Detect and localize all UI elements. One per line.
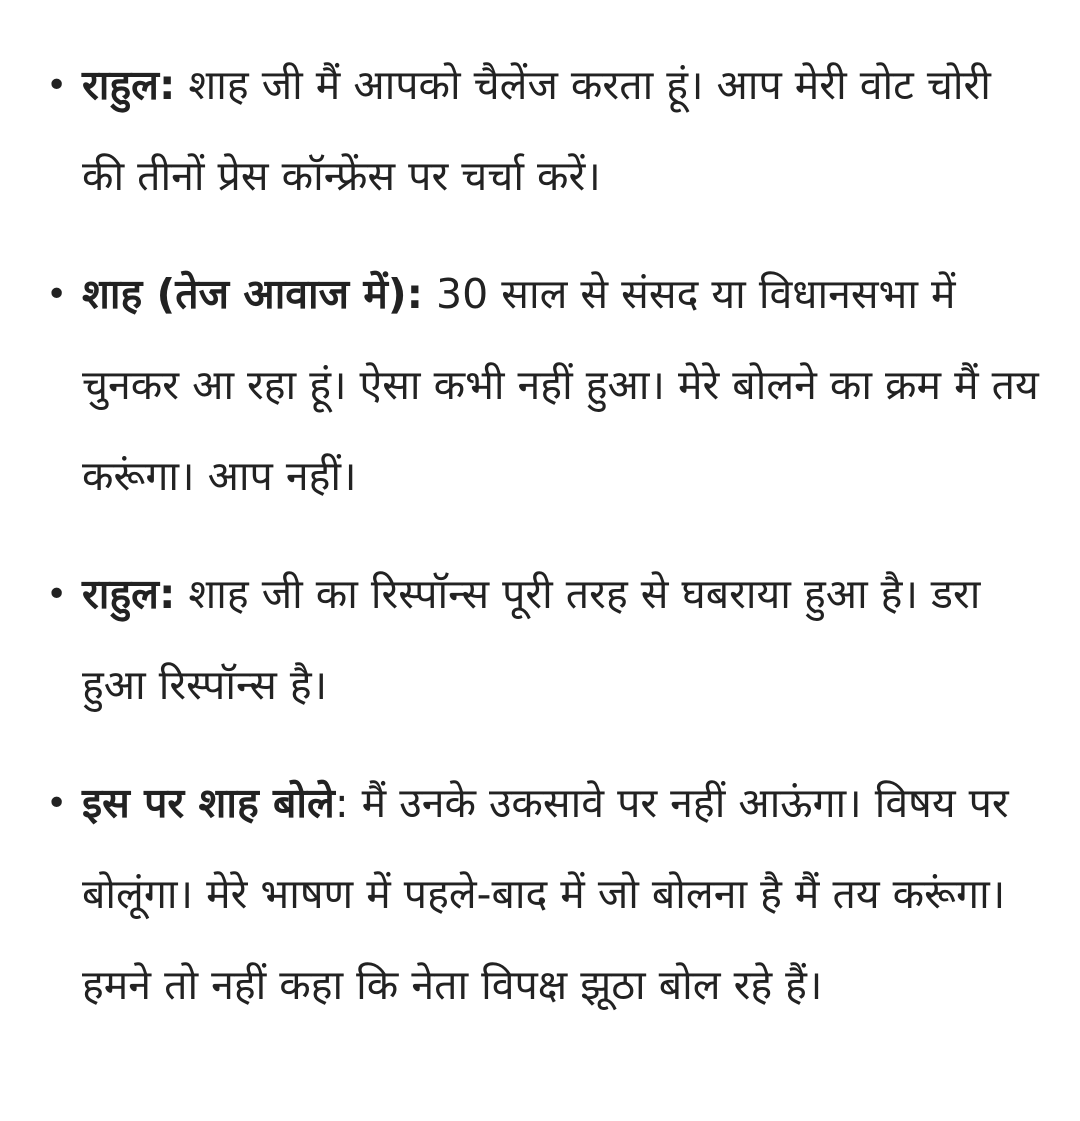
- bullet-icon: •: [46, 274, 68, 315]
- speaker-label: इस पर शाह बोले: [82, 779, 335, 827]
- list-item: [40, 549, 1042, 731]
- bullet-icon: •: [46, 65, 68, 106]
- quote-text: 30 साल से संसद या विधानसभा में चुनकर आ रहा हूं। ऐसा कभी नहीं हुआ। मेरे बोलने का क्रम मैं तय करूंगा। आप नहीं।: [82, 270, 1039, 500]
- dialogue-list: [40, 40, 1040, 1031]
- bullet-icon: •: [46, 783, 68, 824]
- list-item: [40, 758, 1042, 1031]
- speaker-label: राहुल:: [82, 570, 176, 618]
- bullet-icon: •: [46, 574, 68, 615]
- quote-text: : मैं उनके उकसावे पर नहीं आऊंगा। विषय पर बोलूंगा। मेरे भाषण में पहले-बाद में जो बोलना है मैं तय करूंगा। हमने तो नहीं कहा कि नेता विपक्ष झूठा बोल रहे हैं।: [82, 779, 1009, 1009]
- speaker-label: शाह (तेज आवाज में):: [82, 270, 424, 318]
- speaker-label: राहुल:: [82, 61, 176, 109]
- list-item: [40, 249, 1042, 522]
- list-item: [40, 40, 1042, 222]
- quote-text: शाह जी का रिस्पॉन्स पूरी तरह से घबराया हुआ है। डरा हुआ रिस्पॉन्स है।: [82, 570, 981, 709]
- quote-text: शाह जी मैं आपको चैलेंज करता हूं। आप मेरी वोट चोरी की तीनों प्रेस कॉन्फ्रेंस पर चर्चा करें।: [82, 61, 991, 200]
